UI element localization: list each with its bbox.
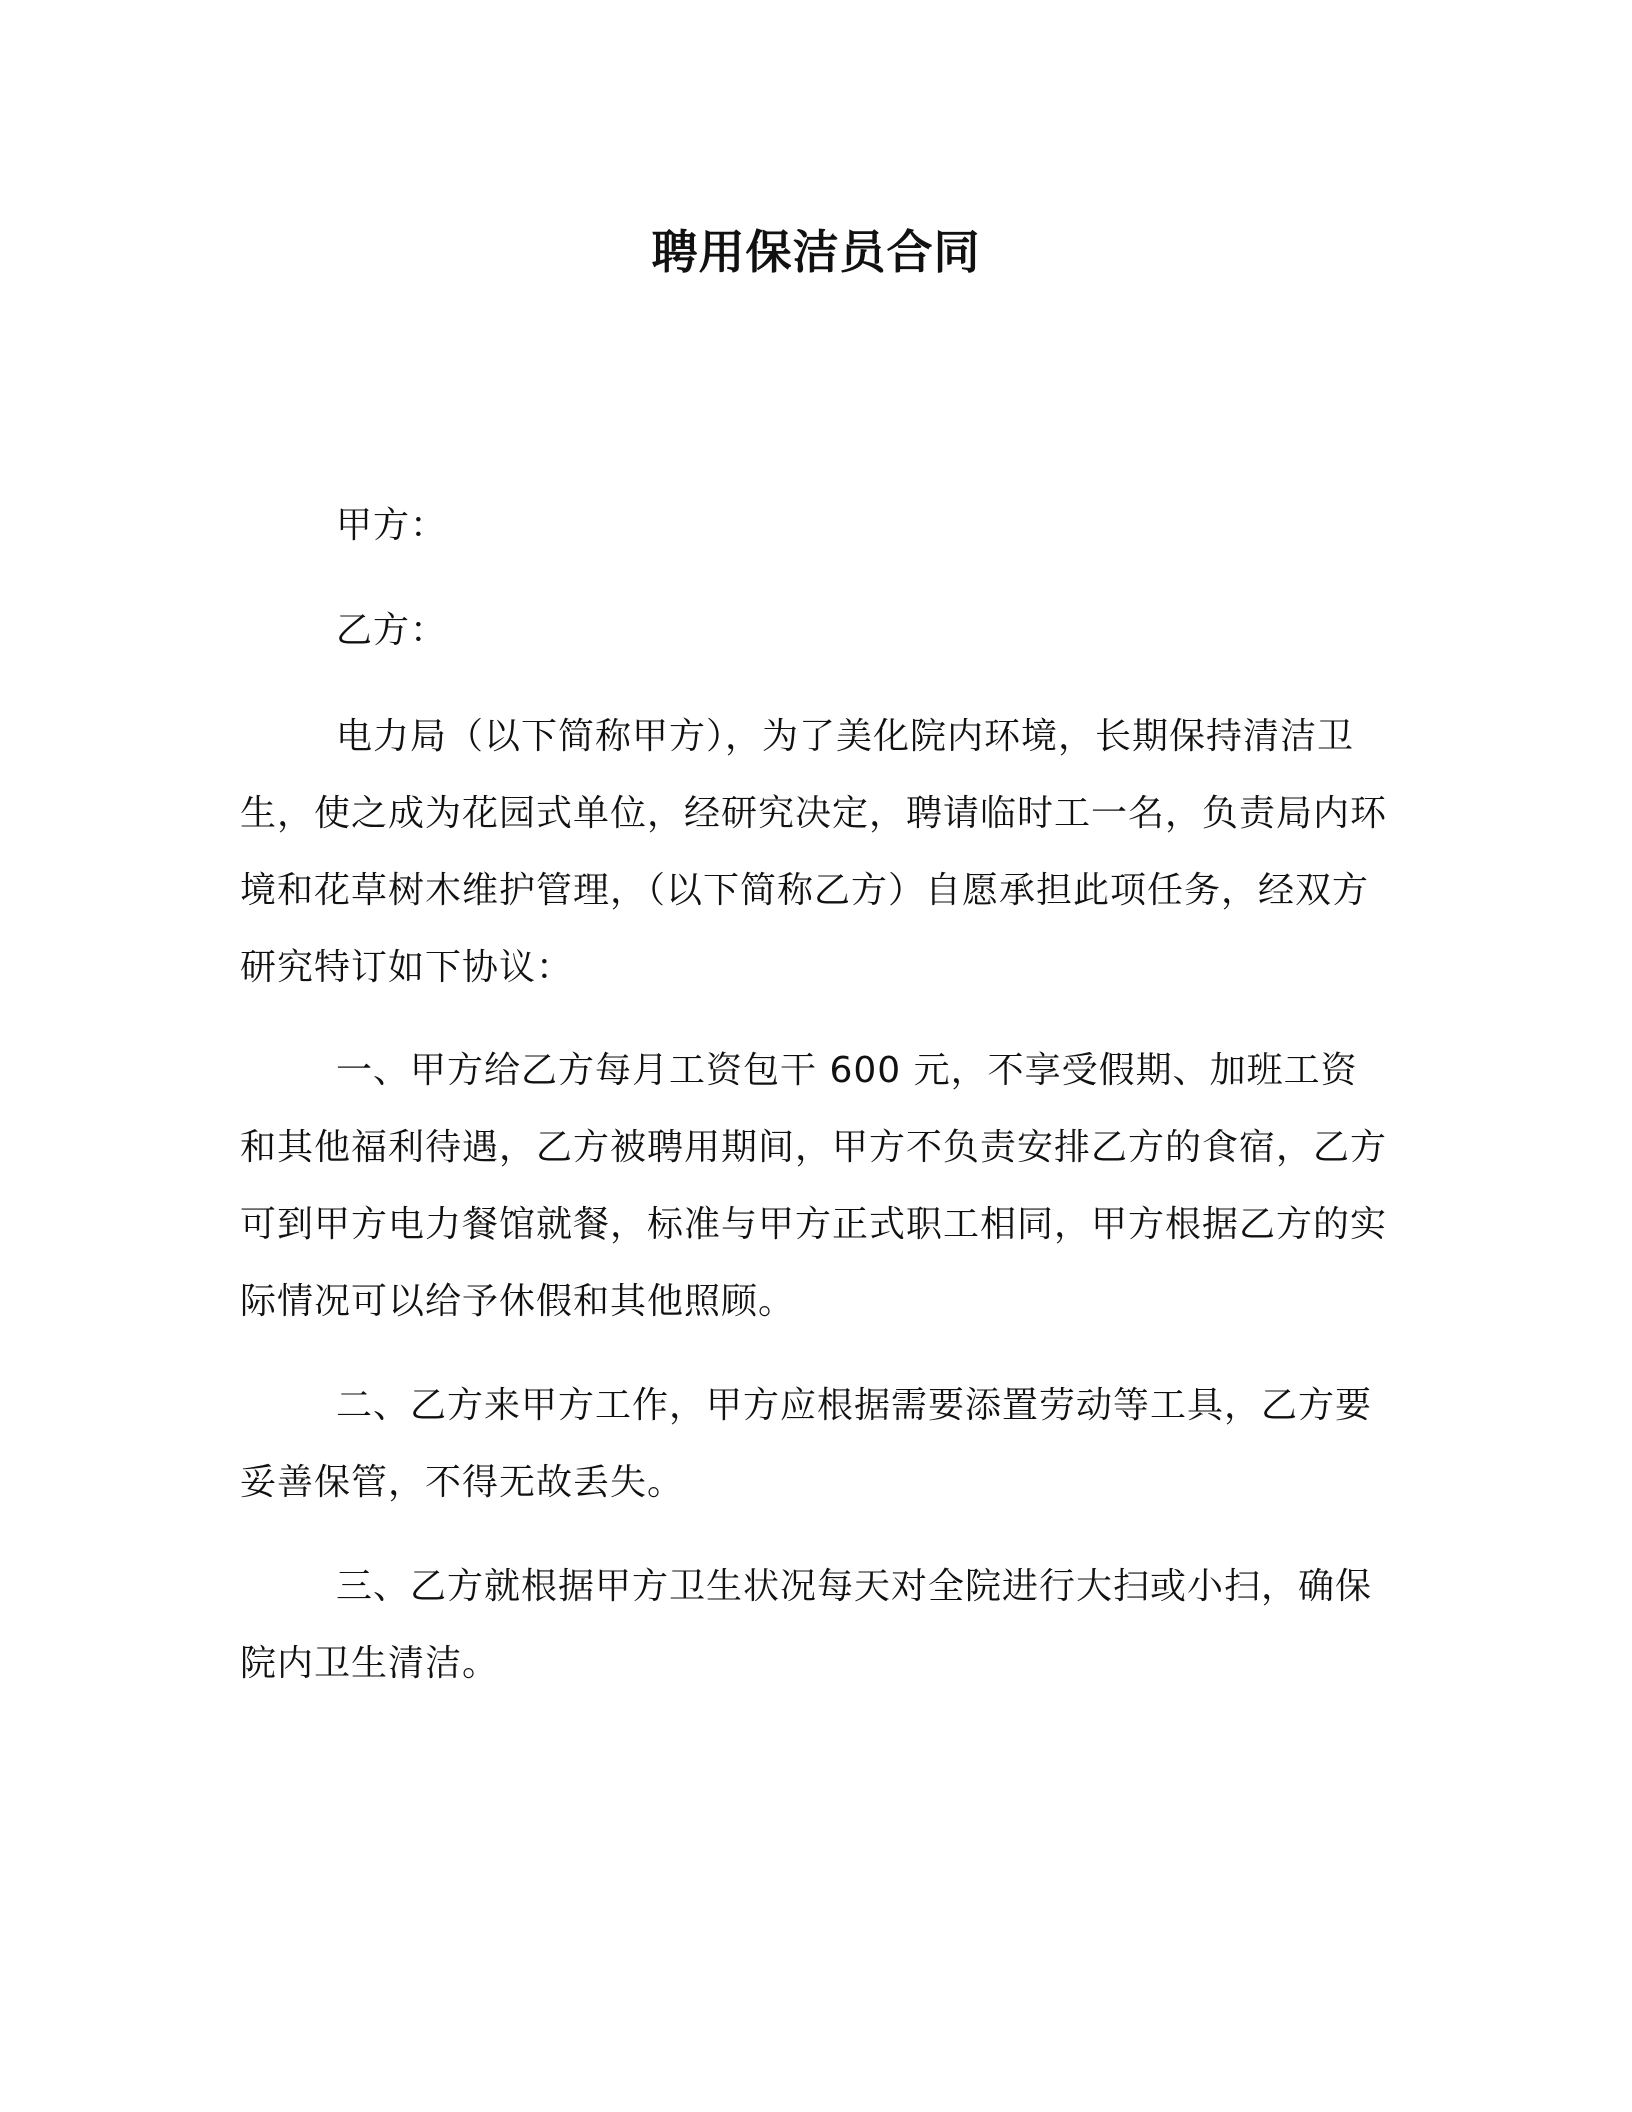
intro-paragraph: 电力局（以下简称甲方），为了美化院内环境，长期保持清洁卫生，使之成为花园式单位，经研究决定，聘请临时工一名，负责局内环境和花草树木维护管理，（以下简称乙方）自愿承担此项任务，经双方研究特订如下协议： [240, 716, 1388, 988]
clause-2-paragraph: 二、乙方来甲方工作，甲方应根据需要添置劳动等工具，乙方要妥善保管，不得无故丢失。 [240, 1385, 1373, 1503]
party-b-label: 乙方： [336, 610, 448, 651]
party-a-label: 甲方： [336, 505, 448, 546]
clause-3-paragraph: 三、乙方就根据甲方卫生状况每天对全院进行大扫或小扫，确保院内卫生清洁。 [240, 1566, 1373, 1684]
clause-1-paragraph: 一、甲方给乙方每月工资包干 600 元，不享受假期、加班工资和其他福利待遇，乙方被聘用期间，甲方不负责安排乙方的食宿，乙方可到甲方电力餐馆就餐，标准与甲方正式职工相同，甲方根据乙方的实际情况可以给予休假和其他照顾。 [240, 1050, 1388, 1322]
document-title: 聘用保洁员合同 [651, 225, 981, 279]
